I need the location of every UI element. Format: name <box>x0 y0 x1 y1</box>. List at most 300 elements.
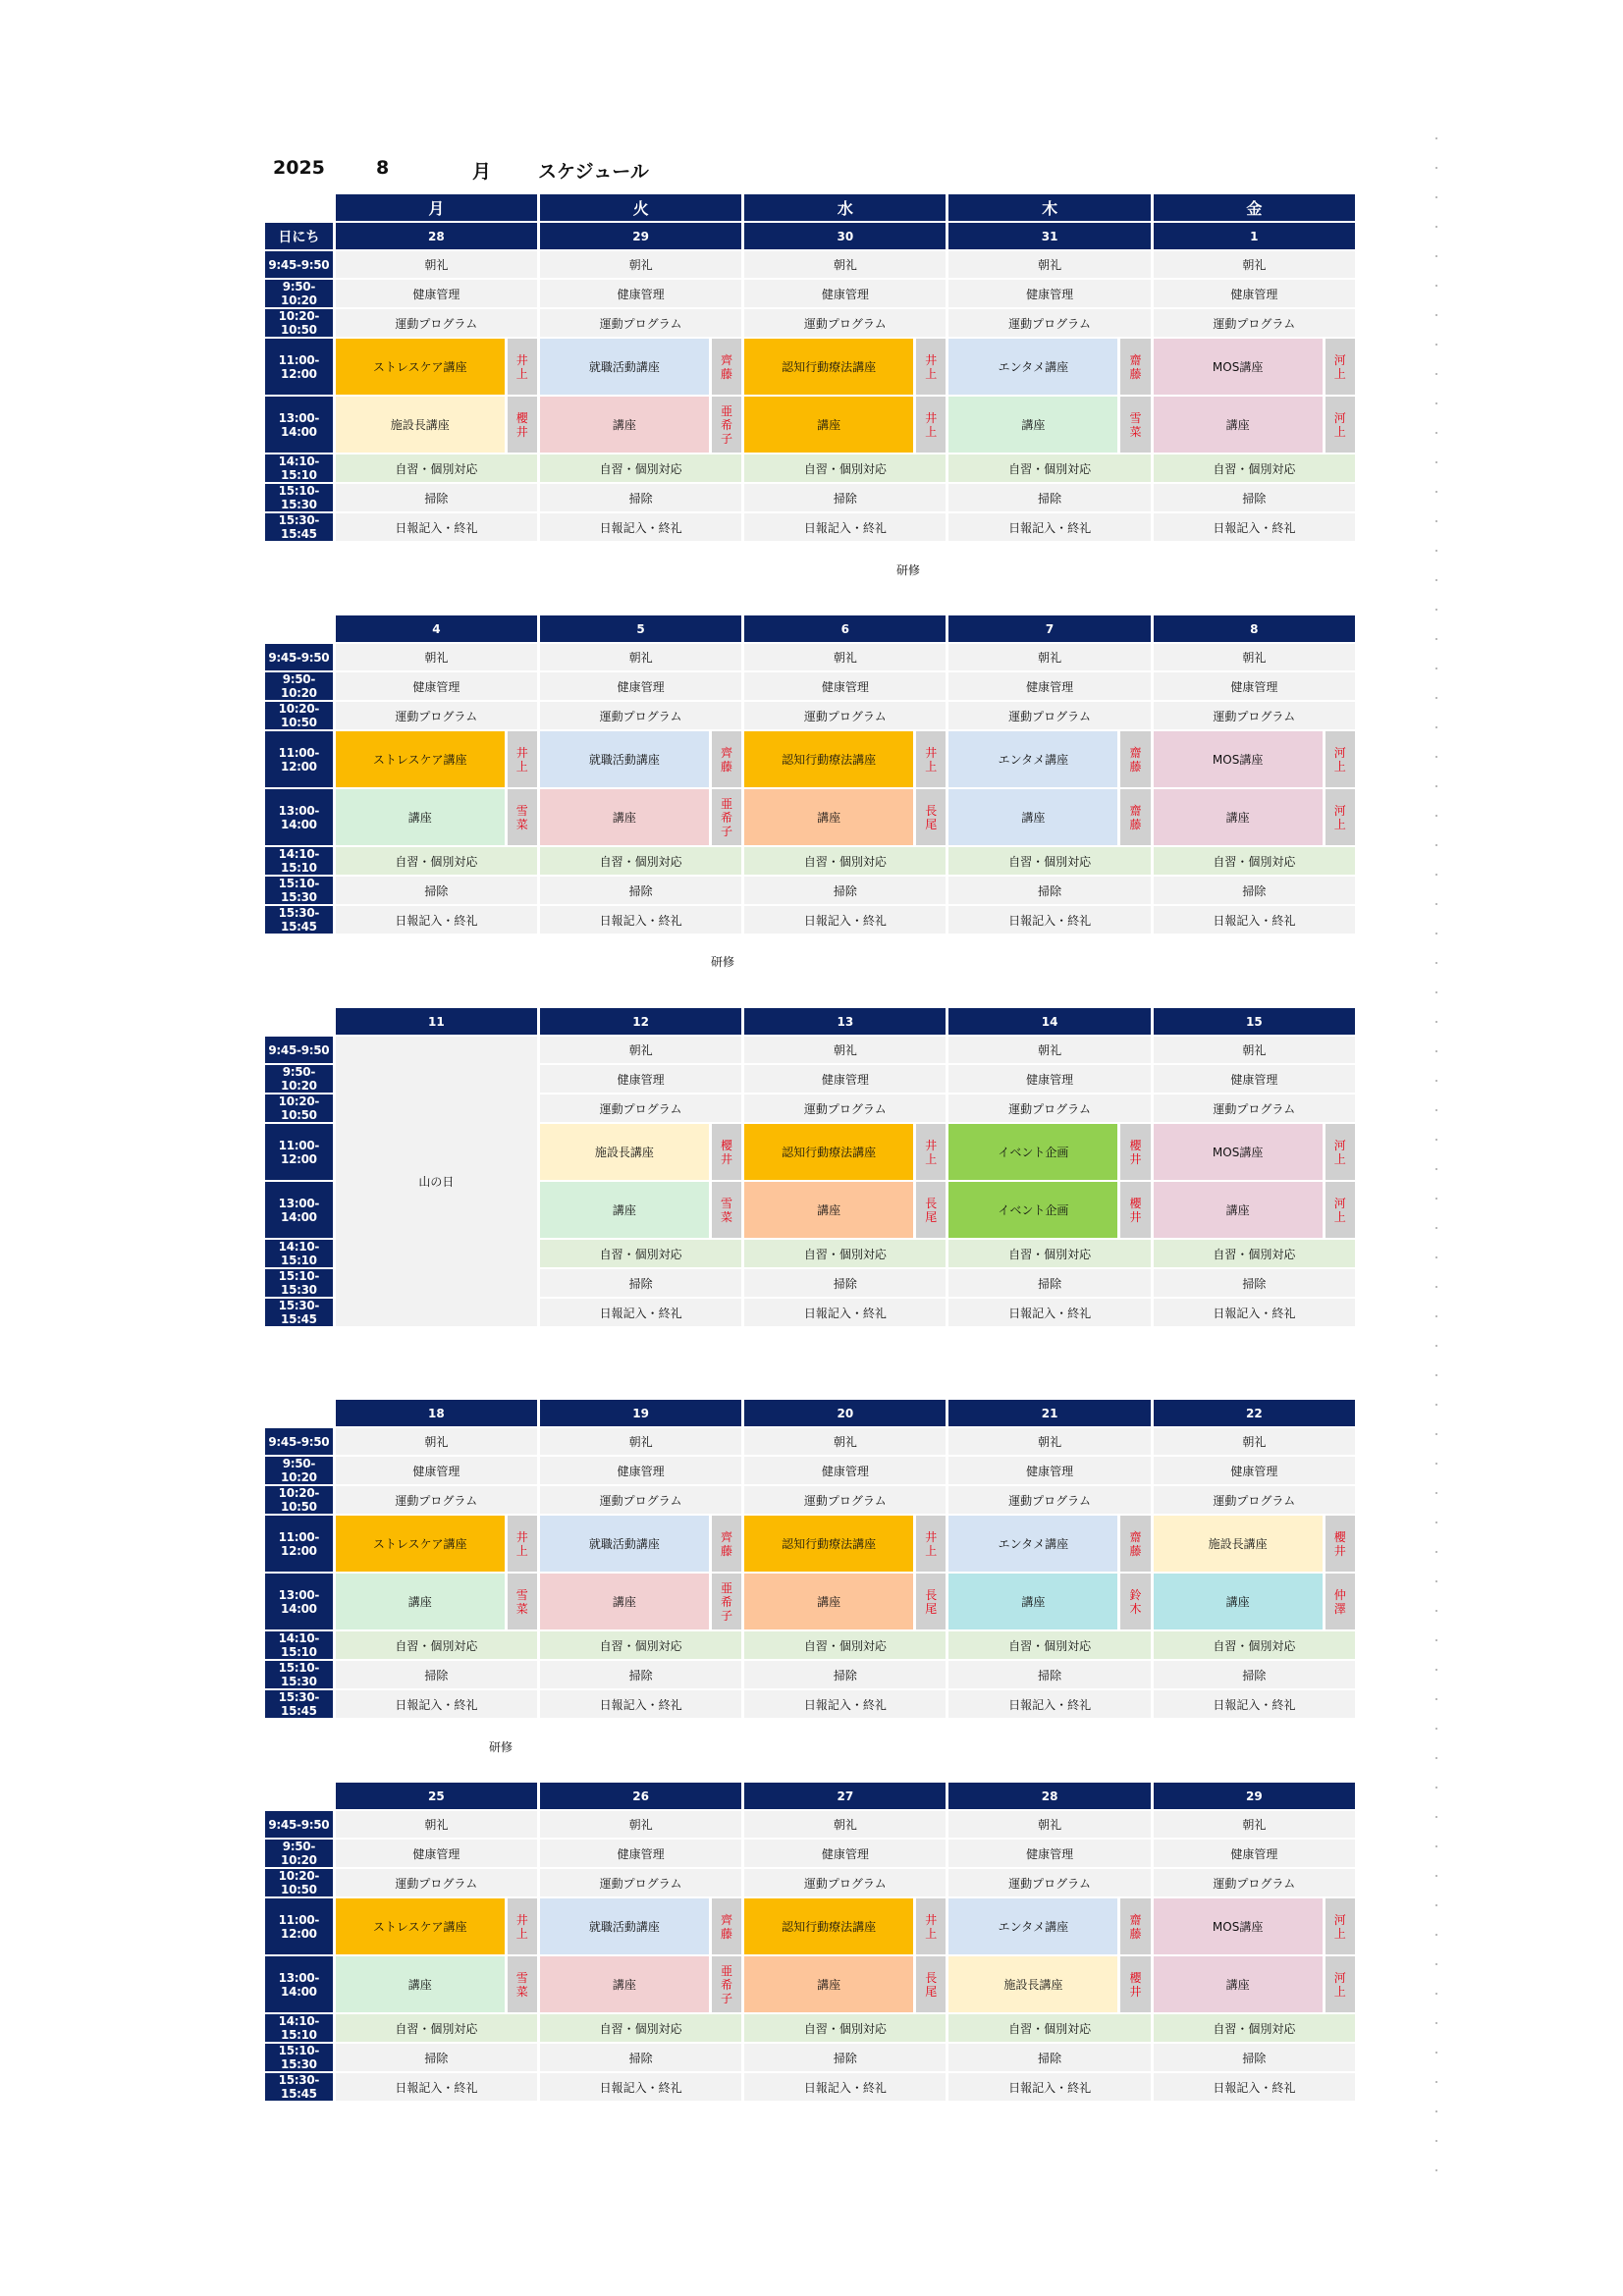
routine-cell: 日報記入・終礼 <box>744 2073 946 2101</box>
routine-cell: 自習・個別対応 <box>744 1631 946 1659</box>
course-cell: 講座 <box>948 397 1117 453</box>
time-slot: 14:10-15:10 <box>265 2014 333 2042</box>
routine-cell: 掃除 <box>948 484 1150 511</box>
time-slot: 15:10-15:30 <box>265 1661 333 1688</box>
routine-cell: 掃除 <box>540 1661 741 1688</box>
routine-cell: 朝礼 <box>1154 644 1355 670</box>
routine-cell: 運動プログラム <box>336 702 537 729</box>
time-slot: 14:10-15:10 <box>265 847 333 875</box>
routine-cell: 掃除 <box>1154 1269 1355 1297</box>
instructor-name: 長 尾 <box>916 1182 946 1238</box>
time-slot: 9:50-10:20 <box>265 1065 333 1093</box>
time-slot: 15:30-15:45 <box>265 513 333 541</box>
instructor-name: 雪 菜 <box>712 1182 741 1238</box>
course-cell: 講座 <box>948 789 1117 845</box>
kenshu-note: 研修 <box>711 955 735 969</box>
course-cell: エンタメ講座 <box>948 1516 1117 1572</box>
course-cell: MOS講座 <box>1154 1898 1323 1954</box>
instructor-name: 井 上 <box>916 339 946 395</box>
date-header: 12 <box>540 1008 741 1035</box>
instructor-name: 井 上 <box>916 397 946 453</box>
time-slot: 11:00-12:00 <box>265 1898 333 1954</box>
routine-cell: 朝礼 <box>540 251 741 278</box>
course-cell: 講座 <box>540 1182 709 1238</box>
routine-cell: 健康管理 <box>948 1840 1150 1867</box>
routine-cell: 掃除 <box>336 484 537 511</box>
routine-cell: 健康管理 <box>336 1457 537 1484</box>
course-cell: ストレスケア講座 <box>336 731 505 787</box>
instructor-name: 井 上 <box>916 1898 946 1954</box>
routine-cell: 運動プログラム <box>744 1486 946 1514</box>
time-slot: 10:20-10:50 <box>265 309 333 337</box>
corner-cell <box>265 1400 333 1426</box>
routine-cell: 運動プログラム <box>1154 309 1355 337</box>
course-cell: 講座 <box>336 789 505 845</box>
time-slot: 10:20-10:50 <box>265 1095 333 1122</box>
instructor-name: 雪 菜 <box>508 1956 537 2012</box>
routine-cell: 掃除 <box>540 2044 741 2071</box>
course-cell: 講座 <box>1154 1956 1323 2012</box>
routine-cell: 運動プログラム <box>336 1486 537 1514</box>
instructor-name: 河 上 <box>1325 339 1355 395</box>
date-header: 11 <box>336 1008 537 1035</box>
routine-cell: 掃除 <box>1154 877 1355 904</box>
course-cell: 施設長講座 <box>336 397 505 453</box>
course-cell: MOS講座 <box>1154 339 1323 395</box>
routine-cell: 健康管理 <box>1154 1065 1355 1093</box>
schedule-table <box>262 1006 1358 1328</box>
week-block <box>262 192 1358 543</box>
routine-cell: 朝礼 <box>948 644 1150 670</box>
routine-cell: 自習・個別対応 <box>948 454 1150 482</box>
instructor-name: 櫻 井 <box>1120 1124 1150 1180</box>
routine-cell: 健康管理 <box>948 1457 1150 1484</box>
time-slot: 10:20-10:50 <box>265 702 333 729</box>
instructor-name: 仲 澤 <box>1325 1574 1355 1629</box>
instructor-name: 齋 藤 <box>1120 339 1150 395</box>
routine-cell: 朝礼 <box>744 1037 946 1063</box>
routine-cell: 朝礼 <box>540 1428 741 1455</box>
routine-cell: 掃除 <box>540 877 741 904</box>
date-header: 21 <box>948 1400 1150 1426</box>
routine-cell: 掃除 <box>1154 484 1355 511</box>
routine-cell: 掃除 <box>948 877 1150 904</box>
time-slot: 10:20-10:50 <box>265 1869 333 1896</box>
course-cell: 施設長講座 <box>1154 1516 1323 1572</box>
routine-cell: 運動プログラム <box>540 702 741 729</box>
routine-cell: 日報記入・終礼 <box>744 1690 946 1718</box>
course-cell: イベント企画 <box>948 1124 1117 1180</box>
week-block <box>262 1398 1358 1720</box>
routine-cell: 掃除 <box>1154 2044 1355 2071</box>
week-block <box>262 1781 1358 2103</box>
instructor-name: 河 上 <box>1325 397 1355 453</box>
course-cell: ストレスケア講座 <box>336 1516 505 1572</box>
date-header: 8 <box>1154 615 1355 642</box>
routine-cell: 健康管理 <box>540 1840 741 1867</box>
title-year: 2025 <box>273 157 325 179</box>
routine-cell: 自習・個別対応 <box>336 454 537 482</box>
time-slot: 13:00-14:00 <box>265 397 333 453</box>
course-cell: 就職活動講座 <box>540 339 709 395</box>
routine-cell: 運動プログラム <box>540 309 741 337</box>
corner-cell <box>265 194 333 221</box>
course-cell: 施設長講座 <box>948 1956 1117 2012</box>
date-header: 28 <box>948 1783 1150 1809</box>
routine-cell: 朝礼 <box>540 1037 741 1063</box>
time-slot: 11:00-12:00 <box>265 1516 333 1572</box>
course-cell: エンタメ講座 <box>948 1898 1117 1954</box>
instructor-name: 河 上 <box>1325 789 1355 845</box>
routine-cell: 朝礼 <box>744 251 946 278</box>
routine-cell: 日報記入・終礼 <box>744 1299 946 1326</box>
time-slot: 13:00-14:00 <box>265 1956 333 2012</box>
routine-cell: 日報記入・終礼 <box>1154 2073 1355 2101</box>
routine-cell: 掃除 <box>744 877 946 904</box>
time-slot: 15:30-15:45 <box>265 1690 333 1718</box>
time-slot: 11:00-12:00 <box>265 1124 333 1180</box>
date-header: 4 <box>336 615 537 642</box>
instructor-name: 雪 菜 <box>508 789 537 845</box>
routine-cell: 日報記入・終礼 <box>540 1690 741 1718</box>
instructor-name: 櫻 井 <box>1120 1956 1150 2012</box>
routine-cell: 運動プログラム <box>1154 702 1355 729</box>
routine-cell: 朝礼 <box>744 1428 946 1455</box>
time-slot: 15:30-15:45 <box>265 1299 333 1326</box>
week-block <box>262 614 1358 935</box>
page-edge-dots <box>1435 137 1439 2189</box>
week-block <box>262 1006 1358 1328</box>
course-cell: 講座 <box>1154 397 1323 453</box>
routine-cell: 朝礼 <box>948 251 1150 278</box>
course-cell: MOS講座 <box>1154 1124 1323 1180</box>
routine-cell: 運動プログラム <box>1154 1095 1355 1122</box>
routine-cell: 自習・個別対応 <box>948 1631 1150 1659</box>
routine-cell: 自習・個別対応 <box>540 1631 741 1659</box>
routine-cell: 朝礼 <box>540 644 741 670</box>
routine-cell: 運動プログラム <box>540 1095 741 1122</box>
course-cell: ストレスケア講座 <box>336 1898 505 1954</box>
date-header: 30 <box>744 223 946 249</box>
time-slot: 14:10-15:10 <box>265 1631 333 1659</box>
routine-cell: 掃除 <box>540 484 741 511</box>
routine-cell: 自習・個別対応 <box>540 454 741 482</box>
weekday-header: 金 <box>1154 194 1355 221</box>
routine-cell: 運動プログラム <box>744 309 946 337</box>
time-slot: 13:00-14:00 <box>265 789 333 845</box>
course-cell: 講座 <box>336 1574 505 1629</box>
routine-cell: 掃除 <box>744 1661 946 1688</box>
routine-cell: 健康管理 <box>1154 280 1355 307</box>
routine-cell: 自習・個別対応 <box>1154 847 1355 875</box>
routine-cell: 運動プログラム <box>744 1095 946 1122</box>
routine-cell: 自習・個別対応 <box>336 1631 537 1659</box>
time-slot: 9:45-9:50 <box>265 1811 333 1838</box>
course-cell: 認知行動療法講座 <box>744 1516 913 1572</box>
routine-cell: 日報記入・終礼 <box>1154 513 1355 541</box>
date-header: 29 <box>540 223 741 249</box>
routine-cell: 日報記入・終礼 <box>1154 906 1355 934</box>
course-cell: ストレスケア講座 <box>336 339 505 395</box>
routine-cell: 朝礼 <box>336 251 537 278</box>
instructor-name: 河 上 <box>1325 731 1355 787</box>
date-header: 22 <box>1154 1400 1355 1426</box>
course-cell: 講座 <box>1154 1182 1323 1238</box>
routine-cell: 日報記入・終礼 <box>336 1690 537 1718</box>
routine-cell: 朝礼 <box>1154 1428 1355 1455</box>
date-header: 25 <box>336 1783 537 1809</box>
routine-cell: 朝礼 <box>336 1811 537 1838</box>
routine-cell: 運動プログラム <box>948 309 1150 337</box>
routine-cell: 健康管理 <box>540 1457 741 1484</box>
routine-cell: 朝礼 <box>948 1037 1150 1063</box>
routine-cell: 日報記入・終礼 <box>336 2073 537 2101</box>
instructor-name: 河 上 <box>1325 1898 1355 1954</box>
routine-cell: 朝礼 <box>1154 1037 1355 1063</box>
date-header: 19 <box>540 1400 741 1426</box>
routine-cell: 健康管理 <box>744 1457 946 1484</box>
routine-cell: 運動プログラム <box>1154 1486 1355 1514</box>
corner-cell <box>265 615 333 642</box>
course-cell: 講座 <box>744 789 913 845</box>
routine-cell: 運動プログラム <box>948 702 1150 729</box>
routine-cell: 運動プログラム <box>540 1486 741 1514</box>
instructor-name: 河 上 <box>1325 1956 1355 2012</box>
course-cell: 就職活動講座 <box>540 1898 709 1954</box>
course-cell: 認知行動療法講座 <box>744 1898 913 1954</box>
date-header: 15 <box>1154 1008 1355 1035</box>
date-header: 1 <box>1154 223 1355 249</box>
course-cell: 講座 <box>744 1182 913 1238</box>
course-cell: 認知行動療法講座 <box>744 731 913 787</box>
routine-cell: 掃除 <box>336 877 537 904</box>
course-cell: 講座 <box>336 1956 505 2012</box>
routine-cell: 日報記入・終礼 <box>948 2073 1150 2101</box>
course-cell: 講座 <box>744 1574 913 1629</box>
schedule-title <box>273 157 960 187</box>
routine-cell: 健康管理 <box>540 1065 741 1093</box>
course-cell: 就職活動講座 <box>540 1516 709 1572</box>
instructor-name: 雪 菜 <box>1120 397 1150 453</box>
course-cell: 就職活動講座 <box>540 731 709 787</box>
routine-cell: 健康管理 <box>744 672 946 700</box>
course-cell: 講座 <box>948 1574 1117 1629</box>
routine-cell: 運動プログラム <box>336 1869 537 1896</box>
routine-cell: 健康管理 <box>744 1840 946 1867</box>
time-slot: 9:45-9:50 <box>265 251 333 278</box>
time-slot: 9:50-10:20 <box>265 1840 333 1867</box>
routine-cell: 自習・個別対応 <box>948 847 1150 875</box>
routine-cell: 自習・個別対応 <box>948 2014 1150 2042</box>
routine-cell: 日報記入・終礼 <box>948 1690 1150 1718</box>
instructor-name: 櫻 井 <box>1325 1516 1355 1572</box>
instructor-name: 井 上 <box>916 1516 946 1572</box>
routine-cell: 掃除 <box>336 1661 537 1688</box>
routine-cell: 日報記入・終礼 <box>1154 1299 1355 1326</box>
routine-cell: 運動プログラム <box>948 1869 1150 1896</box>
routine-cell: 日報記入・終礼 <box>336 513 537 541</box>
instructor-name: 亜 希 子 <box>712 397 741 453</box>
weekday-header: 火 <box>540 194 741 221</box>
time-slot: 13:00-14:00 <box>265 1574 333 1629</box>
routine-cell: 運動プログラム <box>948 1486 1150 1514</box>
routine-cell: 朝礼 <box>336 644 537 670</box>
instructor-name: 亜 希 子 <box>712 1574 741 1629</box>
routine-cell: 掃除 <box>1154 1661 1355 1688</box>
time-slot: 9:45-9:50 <box>265 644 333 670</box>
instructor-name: 鈴 木 <box>1120 1574 1150 1629</box>
routine-cell: 健康管理 <box>948 672 1150 700</box>
instructor-name: 河 上 <box>1325 1124 1355 1180</box>
routine-cell: 自習・個別対応 <box>540 2014 741 2042</box>
routine-cell: 健康管理 <box>336 1840 537 1867</box>
routine-cell: 自習・個別対応 <box>744 454 946 482</box>
kenshu-note: 研修 <box>896 563 921 577</box>
course-cell: 講座 <box>540 1956 709 2012</box>
course-cell: エンタメ講座 <box>948 339 1117 395</box>
time-slot: 9:50-10:20 <box>265 280 333 307</box>
routine-cell: 健康管理 <box>540 280 741 307</box>
routine-cell: 自習・個別対応 <box>744 2014 946 2042</box>
time-slot: 9:45-9:50 <box>265 1037 333 1063</box>
routine-cell: 自習・個別対応 <box>744 1240 946 1267</box>
course-cell: エンタメ講座 <box>948 731 1117 787</box>
instructor-name: 井 上 <box>508 339 537 395</box>
instructor-name: 櫻 井 <box>712 1124 741 1180</box>
instructor-name: 井 上 <box>916 1124 946 1180</box>
time-slot: 13:00-14:00 <box>265 1182 333 1238</box>
routine-cell: 日報記入・終礼 <box>540 513 741 541</box>
instructor-name: 齊 藤 <box>712 339 741 395</box>
routine-cell: 日報記入・終礼 <box>744 906 946 934</box>
schedule-table <box>262 1398 1358 1720</box>
routine-cell: 自習・個別対応 <box>948 1240 1150 1267</box>
routine-cell: 自習・個別対応 <box>1154 1631 1355 1659</box>
title-month: 8 <box>376 157 390 179</box>
routine-cell: 掃除 <box>948 1661 1150 1688</box>
schedule-table <box>262 192 1358 543</box>
instructor-name: 齊 藤 <box>712 1516 741 1572</box>
course-cell: 講座 <box>540 397 709 453</box>
corner-cell <box>265 1783 333 1809</box>
course-cell: 認知行動療法講座 <box>744 339 913 395</box>
routine-cell: 掃除 <box>744 484 946 511</box>
date-header: 6 <box>744 615 946 642</box>
routine-cell: 健康管理 <box>336 672 537 700</box>
weekday-header: 水 <box>744 194 946 221</box>
instructor-name: 井 上 <box>508 1898 537 1954</box>
date-header: 13 <box>744 1008 946 1035</box>
routine-cell: 運動プログラム <box>540 1869 741 1896</box>
routine-cell: 健康管理 <box>1154 1840 1355 1867</box>
date-header: 5 <box>540 615 741 642</box>
date-header: 31 <box>948 223 1150 249</box>
routine-cell: 健康管理 <box>744 280 946 307</box>
routine-cell: 運動プログラム <box>1154 1869 1355 1896</box>
instructor-name: 亜 希 子 <box>712 1956 741 2012</box>
routine-cell: 運動プログラム <box>948 1095 1150 1122</box>
routine-cell: 掃除 <box>336 2044 537 2071</box>
routine-cell: 朝礼 <box>948 1811 1150 1838</box>
date-header: 20 <box>744 1400 946 1426</box>
date-header: 27 <box>744 1783 946 1809</box>
time-slot: 14:10-15:10 <box>265 1240 333 1267</box>
kenshu-note: 研修 <box>489 1740 514 1754</box>
routine-cell: 健康管理 <box>1154 1457 1355 1484</box>
routine-cell: 朝礼 <box>336 1428 537 1455</box>
routine-cell: 自習・個別対応 <box>744 847 946 875</box>
routine-cell: 朝礼 <box>540 1811 741 1838</box>
course-cell: 認知行動療法講座 <box>744 1124 913 1180</box>
title-label: スケジュール <box>538 161 649 183</box>
routine-cell: 自習・個別対応 <box>540 847 741 875</box>
course-cell: イベント企画 <box>948 1182 1117 1238</box>
schedule-table <box>262 1781 1358 2103</box>
routine-cell: 運動プログラム <box>744 1869 946 1896</box>
corner-cell <box>265 1008 333 1035</box>
time-slot: 9:45-9:50 <box>265 1428 333 1455</box>
time-slot: 14:10-15:10 <box>265 454 333 482</box>
instructor-name: 齊 藤 <box>712 731 741 787</box>
weekday-header: 月 <box>336 194 537 221</box>
instructor-name: 亜 希 子 <box>712 789 741 845</box>
instructor-name: 齊 藤 <box>712 1898 741 1954</box>
routine-cell: 日報記入・終礼 <box>948 1299 1150 1326</box>
course-cell: 講座 <box>540 789 709 845</box>
date-header: 14 <box>948 1008 1150 1035</box>
time-slot: 11:00-12:00 <box>265 731 333 787</box>
routine-cell: 運動プログラム <box>744 702 946 729</box>
routine-cell: 朝礼 <box>1154 251 1355 278</box>
course-cell: 講座 <box>540 1574 709 1629</box>
instructor-name: 井 上 <box>508 1516 537 1572</box>
routine-cell: 掃除 <box>540 1269 741 1297</box>
routine-cell: 自習・個別対応 <box>336 847 537 875</box>
time-slot: 15:10-15:30 <box>265 484 333 511</box>
instructor-name: 河 上 <box>1325 1182 1355 1238</box>
routine-cell: 日報記入・終礼 <box>540 1299 741 1326</box>
routine-cell: 日報記入・終礼 <box>540 2073 741 2101</box>
course-cell: 講座 <box>1154 1574 1323 1629</box>
routine-cell: 日報記入・終礼 <box>948 513 1150 541</box>
routine-cell: 日報記入・終礼 <box>948 906 1150 934</box>
routine-cell: 掃除 <box>948 2044 1150 2071</box>
course-cell: 講座 <box>744 397 913 453</box>
instructor-name: 雪 菜 <box>508 1574 537 1629</box>
holiday-cell: 山の日 <box>336 1037 537 1326</box>
routine-cell: 自習・個別対応 <box>1154 1240 1355 1267</box>
routine-cell: 朝礼 <box>948 1428 1150 1455</box>
course-cell: 講座 <box>1154 789 1323 845</box>
time-slot: 15:10-15:30 <box>265 2044 333 2071</box>
instructor-name: 櫻 井 <box>1120 1182 1150 1238</box>
instructor-name: 井 上 <box>508 731 537 787</box>
routine-cell: 運動プログラム <box>336 309 537 337</box>
instructor-name: 長 尾 <box>916 789 946 845</box>
date-label: 日にち <box>265 223 333 249</box>
routine-cell: 朝礼 <box>744 1811 946 1838</box>
routine-cell: 健康管理 <box>540 672 741 700</box>
routine-cell: 日報記入・終礼 <box>1154 1690 1355 1718</box>
routine-cell: 掃除 <box>744 2044 946 2071</box>
instructor-name: 齋 藤 <box>1120 789 1150 845</box>
date-header: 7 <box>948 615 1150 642</box>
instructor-name: 櫻 井 <box>508 397 537 453</box>
routine-cell: 健康管理 <box>948 1065 1150 1093</box>
time-slot: 9:50-10:20 <box>265 1457 333 1484</box>
routine-cell: 朝礼 <box>1154 1811 1355 1838</box>
routine-cell: 健康管理 <box>336 280 537 307</box>
